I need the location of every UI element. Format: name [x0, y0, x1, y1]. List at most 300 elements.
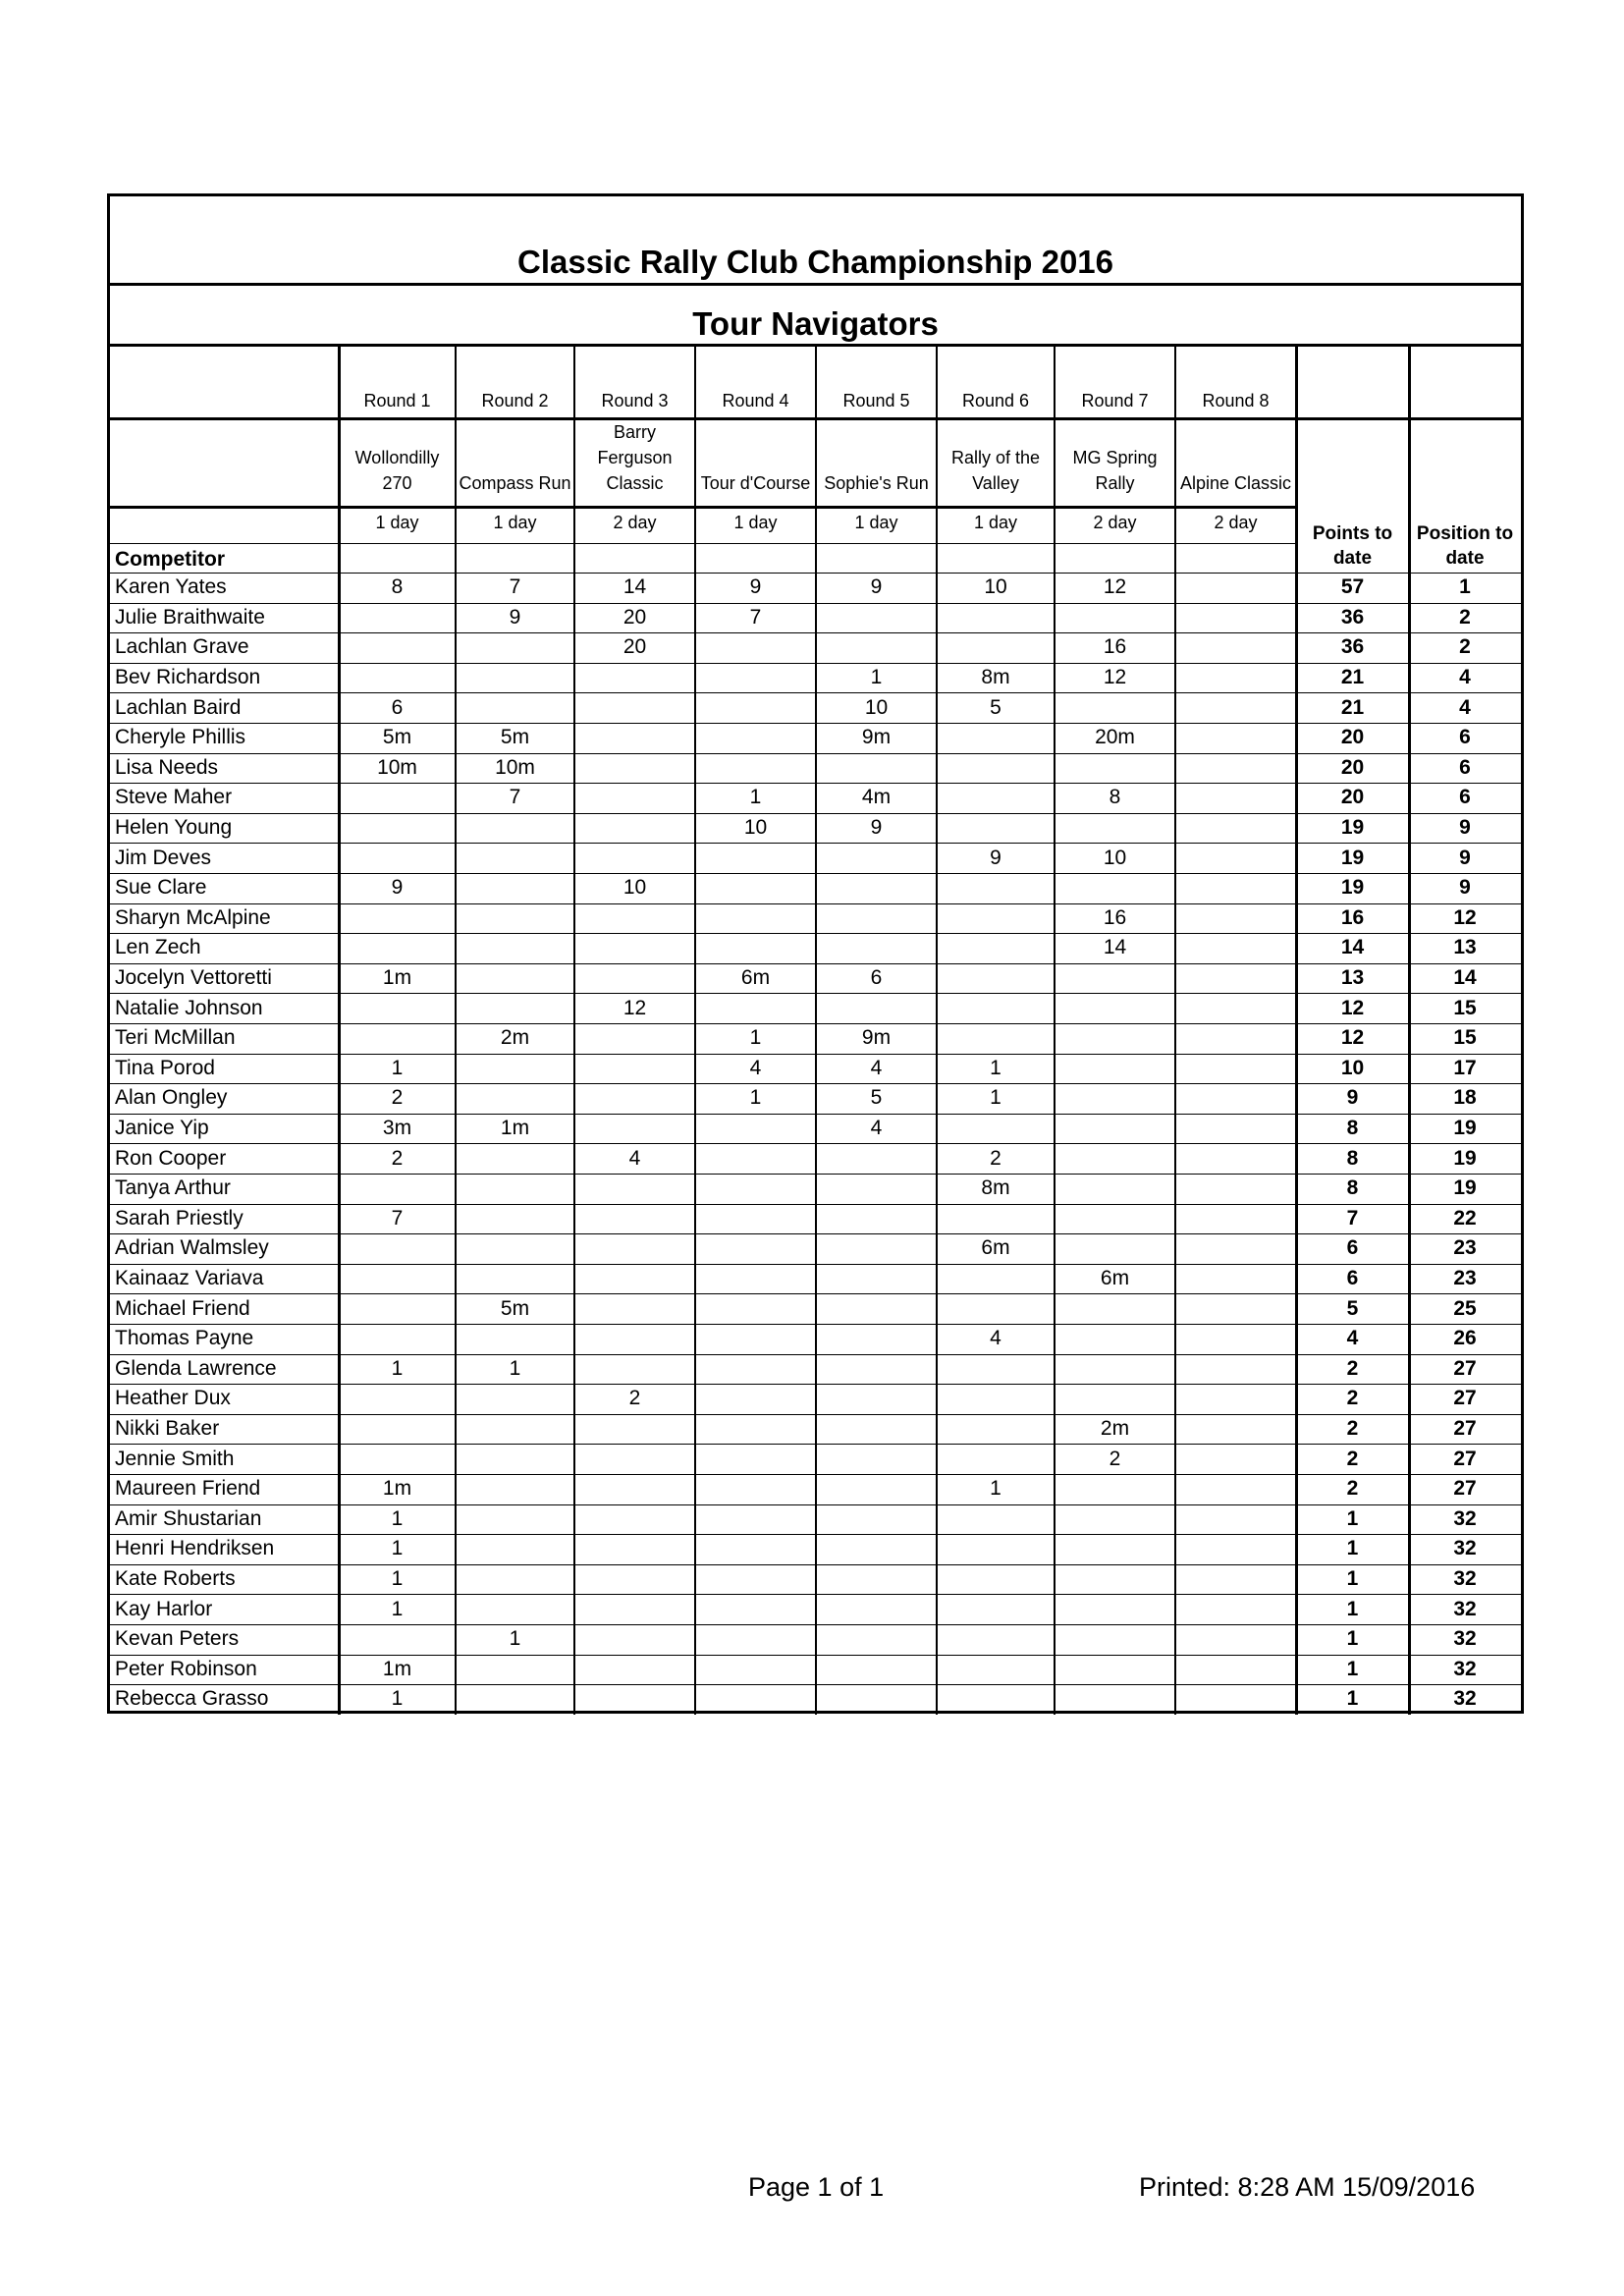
- round-score: [1055, 1204, 1175, 1234]
- position-rank: 32: [1453, 1627, 1477, 1651]
- round-score: 16: [1103, 635, 1127, 659]
- grid-line: [815, 347, 817, 1715]
- position-rank: 19: [1453, 1176, 1477, 1200]
- round-score: [695, 1414, 816, 1445]
- round-score: [1055, 1384, 1175, 1414]
- round-score: 20m: [1095, 726, 1135, 749]
- round-score: [456, 1414, 574, 1445]
- position-rank: 15: [1453, 996, 1477, 1019]
- round-score: [695, 1204, 816, 1234]
- round-score: [574, 1594, 695, 1624]
- points-total: 9: [1346, 1086, 1359, 1110]
- grid-line: [110, 1324, 1521, 1325]
- grid-line: [110, 603, 1521, 604]
- round-score: [1055, 1174, 1175, 1204]
- title-band: [110, 196, 1521, 286]
- round-score: [816, 1384, 937, 1414]
- round-score: [1175, 753, 1296, 784]
- points-total: 20: [1340, 726, 1365, 749]
- round-label: Round 1: [363, 391, 431, 410]
- round-score: [1175, 1114, 1296, 1144]
- round-score: [695, 1264, 816, 1294]
- round-score: [937, 603, 1055, 633]
- round-score: [695, 663, 816, 693]
- round-score: [937, 1293, 1055, 1324]
- position-rank: 6: [1459, 786, 1471, 809]
- round-score: [1055, 753, 1175, 784]
- round-score: 4: [870, 1117, 883, 1140]
- round-score: 7: [509, 575, 521, 599]
- points-total: 19: [1340, 816, 1365, 840]
- round-score: [695, 1655, 816, 1685]
- competitor-name: Bev Richardson: [115, 666, 261, 689]
- round-score: [695, 1534, 816, 1564]
- position-rank: 6: [1459, 726, 1471, 749]
- round-score: [816, 1324, 937, 1354]
- grid-line: [110, 1293, 1521, 1294]
- points-total: 8: [1346, 1176, 1359, 1200]
- round-score: [937, 1684, 1055, 1715]
- competitor-name: Peter Robinson: [115, 1657, 257, 1680]
- round-score: [574, 1655, 695, 1685]
- round-score: 8: [1109, 786, 1121, 809]
- event-duration: 2 day: [1093, 512, 1137, 532]
- round-score: [695, 1293, 816, 1324]
- round-score: [816, 1594, 937, 1624]
- round-score: [816, 603, 937, 633]
- points-total: 1: [1346, 1597, 1359, 1620]
- round-score: [816, 1414, 937, 1445]
- points-total: 4: [1346, 1327, 1359, 1350]
- round-score: [339, 1414, 456, 1445]
- round-score: [937, 1204, 1055, 1234]
- round-score: [456, 1534, 574, 1564]
- grid-line: [1408, 347, 1411, 1715]
- round-score: [695, 843, 816, 873]
- round-score: [574, 1684, 695, 1715]
- position-column-header: Position to date: [1416, 523, 1514, 569]
- grid-line: [110, 903, 1521, 904]
- page-subtitle: Tour Navigators: [692, 305, 939, 342]
- points-total: 8: [1346, 1117, 1359, 1140]
- competitor-name: Ron Cooper: [115, 1146, 227, 1170]
- round-score: [456, 1655, 574, 1685]
- round-score: [1175, 1534, 1296, 1564]
- position-rank: 27: [1453, 1477, 1477, 1501]
- grid-line: [110, 753, 1521, 754]
- round-score: [695, 1324, 816, 1354]
- round-score: 6m: [981, 1236, 1010, 1260]
- round-score: [1175, 873, 1296, 903]
- position-rank: 2: [1459, 635, 1471, 659]
- round-score: [1055, 1083, 1175, 1114]
- round-score: [816, 1444, 937, 1474]
- round-score: [695, 1504, 816, 1535]
- round-score: [456, 1083, 574, 1114]
- round-score: [1055, 692, 1175, 723]
- round-score: [695, 753, 816, 784]
- round-score: [574, 692, 695, 723]
- points-total: 2: [1346, 1447, 1359, 1470]
- round-score: 8: [391, 575, 404, 599]
- round-score: 10: [623, 876, 647, 900]
- round-score: [1055, 963, 1175, 994]
- round-score: 1: [990, 1056, 1001, 1079]
- competitor-name: Amir Shustarian: [115, 1506, 262, 1530]
- round-score: [574, 1414, 695, 1445]
- competitor-name: Michael Friend: [115, 1296, 250, 1320]
- competitor-name: Cheryle Phillis: [115, 726, 246, 749]
- grid-line: [110, 1564, 1521, 1565]
- round-score: [1055, 1564, 1175, 1595]
- round-score: [1175, 1444, 1296, 1474]
- points-total: 1: [1346, 1687, 1359, 1711]
- round-score: [456, 933, 574, 963]
- event-name: Rally of the Valley: [950, 448, 1041, 493]
- competitor-name: Tanya Arthur: [115, 1176, 231, 1200]
- points-total: 20: [1340, 786, 1365, 809]
- competitor-name: Sharyn McAlpine: [115, 905, 271, 929]
- round-score: [1175, 1655, 1296, 1685]
- round-score: [695, 1143, 816, 1174]
- round-score: 1m: [382, 1477, 412, 1501]
- round-score: 8m: [981, 1176, 1010, 1200]
- round-score: [1055, 1474, 1175, 1504]
- round-score: 2: [391, 1146, 404, 1170]
- event-name: Alpine Classic: [1179, 473, 1292, 493]
- position-rank: 27: [1453, 1417, 1477, 1441]
- round-score: 2: [1109, 1447, 1121, 1470]
- round-score: [937, 783, 1055, 813]
- round-score: [339, 632, 456, 663]
- round-score: [1055, 1023, 1175, 1054]
- round-score: [1175, 1264, 1296, 1294]
- round-score: [816, 1293, 937, 1324]
- round-score: [816, 1684, 937, 1715]
- round-score: [456, 1233, 574, 1264]
- round-score: [456, 1264, 574, 1294]
- round-score: [1055, 1504, 1175, 1535]
- round-score: [1175, 1174, 1296, 1204]
- round-score: [574, 1114, 695, 1144]
- competitor-name: Sarah Priestly: [115, 1206, 244, 1230]
- position-rank: 4: [1459, 666, 1471, 689]
- position-rank: 23: [1453, 1267, 1477, 1290]
- position-rank: 9: [1459, 876, 1471, 900]
- competitor-column-header: Competitor: [115, 548, 225, 571]
- competitor-name: Kate Roberts: [115, 1567, 236, 1591]
- round-score: [1175, 843, 1296, 873]
- round-score: [456, 1324, 574, 1354]
- competitor-name: Henri Hendriksen: [115, 1537, 275, 1560]
- round-score: [574, 1054, 695, 1084]
- round-score: [816, 1174, 937, 1204]
- round-score: [816, 1204, 937, 1234]
- grid-line: [110, 1504, 1521, 1505]
- round-score: 2m: [500, 1026, 530, 1050]
- round-score: [1175, 1684, 1296, 1715]
- round-score: [1175, 1474, 1296, 1504]
- round-score: 12: [623, 996, 647, 1019]
- points-total: 1: [1346, 1657, 1359, 1680]
- grid-line: [110, 1174, 1521, 1175]
- grid-line: [110, 1534, 1521, 1535]
- competitor-name: Thomas Payne: [115, 1327, 254, 1350]
- round-score: [1175, 1594, 1296, 1624]
- standings-table: [107, 193, 1524, 1714]
- round-score: [937, 632, 1055, 663]
- round-score: [574, 963, 695, 994]
- round-score: [456, 873, 574, 903]
- grid-line: [110, 813, 1521, 814]
- round-score: [1055, 1324, 1175, 1354]
- position-rank: 26: [1453, 1327, 1477, 1350]
- competitor-name: Heather Dux: [115, 1387, 231, 1410]
- event-duration: 1 day: [854, 512, 898, 532]
- grid-line: [110, 963, 1521, 964]
- round-score: 2: [628, 1387, 641, 1410]
- round-score: [1175, 1564, 1296, 1595]
- round-score: 6: [391, 695, 404, 719]
- round-label: Round 2: [481, 391, 549, 410]
- round-score: [574, 1264, 695, 1294]
- round-score: [1175, 1143, 1296, 1174]
- round-score: 12: [1103, 666, 1127, 689]
- points-total: 1: [1346, 1537, 1359, 1560]
- points-total: 8: [1346, 1146, 1359, 1170]
- round-score: [816, 933, 937, 963]
- competitor-name: Jennie Smith: [115, 1447, 235, 1470]
- round-score: [339, 1293, 456, 1324]
- grid-line: [110, 1384, 1521, 1385]
- round-score: 1m: [382, 1657, 412, 1680]
- round-score: [456, 692, 574, 723]
- round-score: [574, 1204, 695, 1234]
- position-rank: 32: [1453, 1657, 1477, 1680]
- round-score: [574, 843, 695, 873]
- round-score: [456, 1564, 574, 1595]
- points-total: 1: [1346, 1627, 1359, 1651]
- round-score: 6: [870, 966, 883, 990]
- round-score: 7: [749, 605, 762, 629]
- event-name: Compass Run: [459, 473, 571, 493]
- round-score: 20: [623, 635, 647, 659]
- round-score: [339, 783, 456, 813]
- competitor-name: Rebecca Grasso: [115, 1687, 269, 1711]
- round-score: [339, 1023, 456, 1054]
- grid-line: [110, 417, 1521, 420]
- position-rank: 32: [1453, 1537, 1477, 1560]
- round-score: [695, 1564, 816, 1595]
- round-score: 7: [391, 1206, 404, 1230]
- results-grid: [110, 347, 1521, 1715]
- event-duration: 1 day: [973, 512, 1018, 532]
- round-score: [1055, 1293, 1175, 1324]
- round-score: [456, 1444, 574, 1474]
- round-score: [937, 1624, 1055, 1655]
- position-rank: 27: [1453, 1356, 1477, 1380]
- round-score: [1175, 1384, 1296, 1414]
- grid-line: [110, 783, 1521, 784]
- round-score: 10: [984, 575, 1007, 599]
- round-score: [1055, 1684, 1175, 1715]
- position-rank: 32: [1453, 1567, 1477, 1591]
- round-score: [456, 903, 574, 934]
- round-score: 1: [870, 666, 883, 689]
- event-name: Wollondilly 270: [354, 448, 440, 493]
- round-score: 14: [623, 575, 647, 599]
- grid-line: [110, 1114, 1521, 1115]
- round-score: [695, 1444, 816, 1474]
- round-score: [816, 1504, 937, 1535]
- round-score: [695, 1624, 816, 1655]
- competitor-name: Len Zech: [115, 936, 201, 959]
- round-score: 1: [749, 786, 762, 809]
- event-duration: 2 day: [613, 512, 657, 532]
- round-score: [339, 1624, 456, 1655]
- competitor-name: Kainaaz Variava: [115, 1267, 264, 1290]
- round-score: 2: [391, 1086, 404, 1110]
- round-score: [695, 1384, 816, 1414]
- round-score: [816, 1655, 937, 1685]
- event-duration: 1 day: [375, 512, 419, 532]
- round-score: [574, 1174, 695, 1204]
- round-score: [937, 933, 1055, 963]
- position-rank: 12: [1453, 905, 1477, 929]
- round-score: [339, 1174, 456, 1204]
- grid-line: [1174, 347, 1176, 1715]
- round-score: [816, 1534, 937, 1564]
- grid-line: [110, 543, 1296, 544]
- round-score: [574, 783, 695, 813]
- round-score: [456, 1143, 574, 1174]
- round-score: 9: [509, 605, 521, 629]
- points-total: 2: [1346, 1356, 1359, 1380]
- position-rank: 32: [1453, 1687, 1477, 1711]
- round-score: [937, 813, 1055, 844]
- position-rank: 9: [1459, 816, 1471, 840]
- round-score: 9: [870, 575, 883, 599]
- grid-line: [110, 1444, 1521, 1445]
- round-score: [1175, 573, 1296, 603]
- competitor-name: Lachlan Grave: [115, 635, 249, 659]
- round-score: [937, 1354, 1055, 1385]
- competitor-name: Kevan Peters: [115, 1627, 240, 1651]
- round-score: [1055, 1624, 1175, 1655]
- grid-line: [110, 873, 1521, 874]
- round-score: [695, 933, 816, 963]
- event-duration: 2 day: [1214, 512, 1258, 532]
- round-score: [937, 1264, 1055, 1294]
- round-score: [1175, 813, 1296, 844]
- round-score: 1: [749, 1086, 762, 1110]
- round-score: 1: [391, 1056, 404, 1079]
- grid-line: [110, 1233, 1521, 1234]
- points-total: 57: [1340, 575, 1365, 599]
- grid-line: [110, 1684, 1521, 1685]
- round-score: [456, 1174, 574, 1204]
- competitor-name: Teri McMillan: [115, 1026, 236, 1050]
- round-score: [339, 903, 456, 934]
- grid-line: [110, 663, 1521, 664]
- round-score: 9m: [861, 726, 892, 749]
- round-score: [456, 1504, 574, 1535]
- event-name: Sophie's Run: [824, 473, 929, 493]
- round-score: [937, 1384, 1055, 1414]
- round-score: [456, 1054, 574, 1084]
- round-score: [1055, 1114, 1175, 1144]
- position-rank: 19: [1453, 1117, 1477, 1140]
- grid-line: [110, 1474, 1521, 1475]
- round-score: [456, 813, 574, 844]
- printed-timestamp: Printed: 8:28 AM 15/09/2016: [1139, 2172, 1476, 2202]
- competitor-name: Steve Maher: [115, 786, 233, 809]
- position-rank: 23: [1453, 1236, 1477, 1260]
- grid-line: [936, 347, 938, 1715]
- round-score: 1: [391, 1567, 404, 1591]
- points-total: 19: [1340, 846, 1365, 869]
- round-score: 5m: [500, 1296, 530, 1320]
- points-total: 20: [1340, 755, 1365, 779]
- points-total: 36: [1340, 635, 1365, 659]
- round-score: [574, 1324, 695, 1354]
- round-score: 4: [990, 1327, 1001, 1350]
- position-rank: 4: [1459, 695, 1471, 719]
- round-score: [574, 933, 695, 963]
- round-score: [937, 903, 1055, 934]
- round-score: [695, 1174, 816, 1204]
- grid-line: [110, 1655, 1521, 1656]
- position-rank: 18: [1453, 1086, 1477, 1110]
- page-title: Classic Rally Club Championship 2016: [516, 244, 1114, 280]
- round-score: [816, 1474, 937, 1504]
- round-score: [1175, 1233, 1296, 1264]
- round-score: [1175, 663, 1296, 693]
- round-score: [574, 1624, 695, 1655]
- position-rank: 1: [1459, 575, 1471, 599]
- round-score: [456, 843, 574, 873]
- round-score: [574, 1293, 695, 1324]
- round-score: 1m: [500, 1117, 530, 1140]
- round-score: [339, 1444, 456, 1474]
- round-label: Round 4: [722, 391, 789, 410]
- round-score: [937, 1564, 1055, 1595]
- round-score: [816, 1233, 937, 1264]
- round-score: [695, 1233, 816, 1264]
- round-score: [456, 1594, 574, 1624]
- round-score: 5: [990, 695, 1001, 719]
- round-score: [816, 1143, 937, 1174]
- round-score: [1175, 1083, 1296, 1114]
- round-score: [456, 1204, 574, 1234]
- round-score: 10: [864, 695, 889, 719]
- round-score: 5m: [500, 726, 530, 749]
- round-score: [574, 723, 695, 753]
- points-total: 12: [1340, 1026, 1365, 1050]
- round-label: Round 3: [601, 391, 669, 410]
- round-score: 2m: [1100, 1417, 1130, 1441]
- points-total: 2: [1346, 1477, 1359, 1501]
- round-score: [695, 1354, 816, 1385]
- round-score: [1055, 1354, 1175, 1385]
- points-total: 13: [1340, 966, 1365, 990]
- round-score: [937, 963, 1055, 994]
- round-score: [574, 1083, 695, 1114]
- round-score: 9: [391, 876, 404, 900]
- round-score: 9m: [861, 1026, 892, 1050]
- round-score: [456, 963, 574, 994]
- competitor-name: Janice Yip: [115, 1117, 209, 1140]
